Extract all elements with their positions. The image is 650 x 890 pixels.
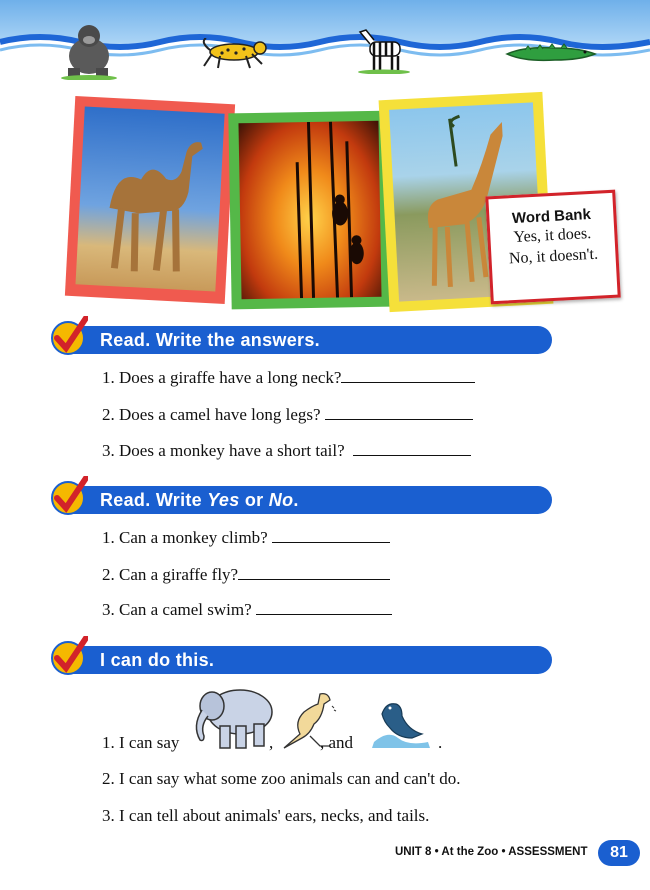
section2-question-1: 1. Can a monkey climb? — [102, 528, 390, 548]
section3-item-1-prefix: 1. I can say — [102, 733, 180, 752]
section2-question-2: 2. Can a giraffe fly? — [102, 565, 390, 585]
camel-photo — [75, 106, 224, 291]
section2-title: Read. Write Yes or No. — [100, 490, 299, 510]
word-bank-line-2: No, it doesn't. — [508, 245, 599, 268]
section1-question-1: 1. Does a giraffe have a long neck? — [102, 368, 475, 388]
page-number: 81 — [598, 840, 640, 866]
crocodile-icon — [505, 40, 597, 66]
zebra-icon — [356, 28, 412, 74]
section2-question-3: 3. Can a camel swim? — [102, 600, 392, 620]
elephant-icon — [188, 682, 278, 752]
monkeys-sunset-photo — [238, 121, 381, 299]
leopard-icon — [200, 38, 272, 72]
checkmark-icon — [48, 316, 88, 356]
section1-question-3: 3. Does a monkey have a short tail? — [102, 441, 471, 461]
word-bank-line-1: Yes, it does. — [513, 224, 592, 247]
monkeys-photo-frame — [228, 111, 391, 310]
footer-unit-text: UNIT 8 • At the Zoo • ASSESSMENT — [395, 846, 588, 858]
word-bank-title: Word Bank — [511, 205, 592, 228]
section3-title: I can do this. — [100, 650, 215, 670]
section1-title: Read. Write the answers. — [100, 330, 320, 350]
section3-comma: , — [269, 733, 274, 752]
gorilla-icon — [58, 20, 120, 80]
section3-item-2: 2. I can say what some zoo animals can and can't do. — [102, 769, 461, 788]
checkmark-icon — [48, 636, 88, 676]
section3-and: , and — [320, 733, 354, 752]
camel-photo-frame — [65, 96, 235, 304]
seal-icon — [368, 694, 434, 750]
section3-item-3: 3. I can tell about animals' ears, necks, and tails. — [102, 806, 430, 825]
word-bank — [485, 190, 620, 305]
section1-question-2: 2. Does a camel have long legs? — [102, 405, 473, 425]
checkmark-icon — [48, 476, 88, 516]
section3-period: . — [438, 733, 443, 752]
